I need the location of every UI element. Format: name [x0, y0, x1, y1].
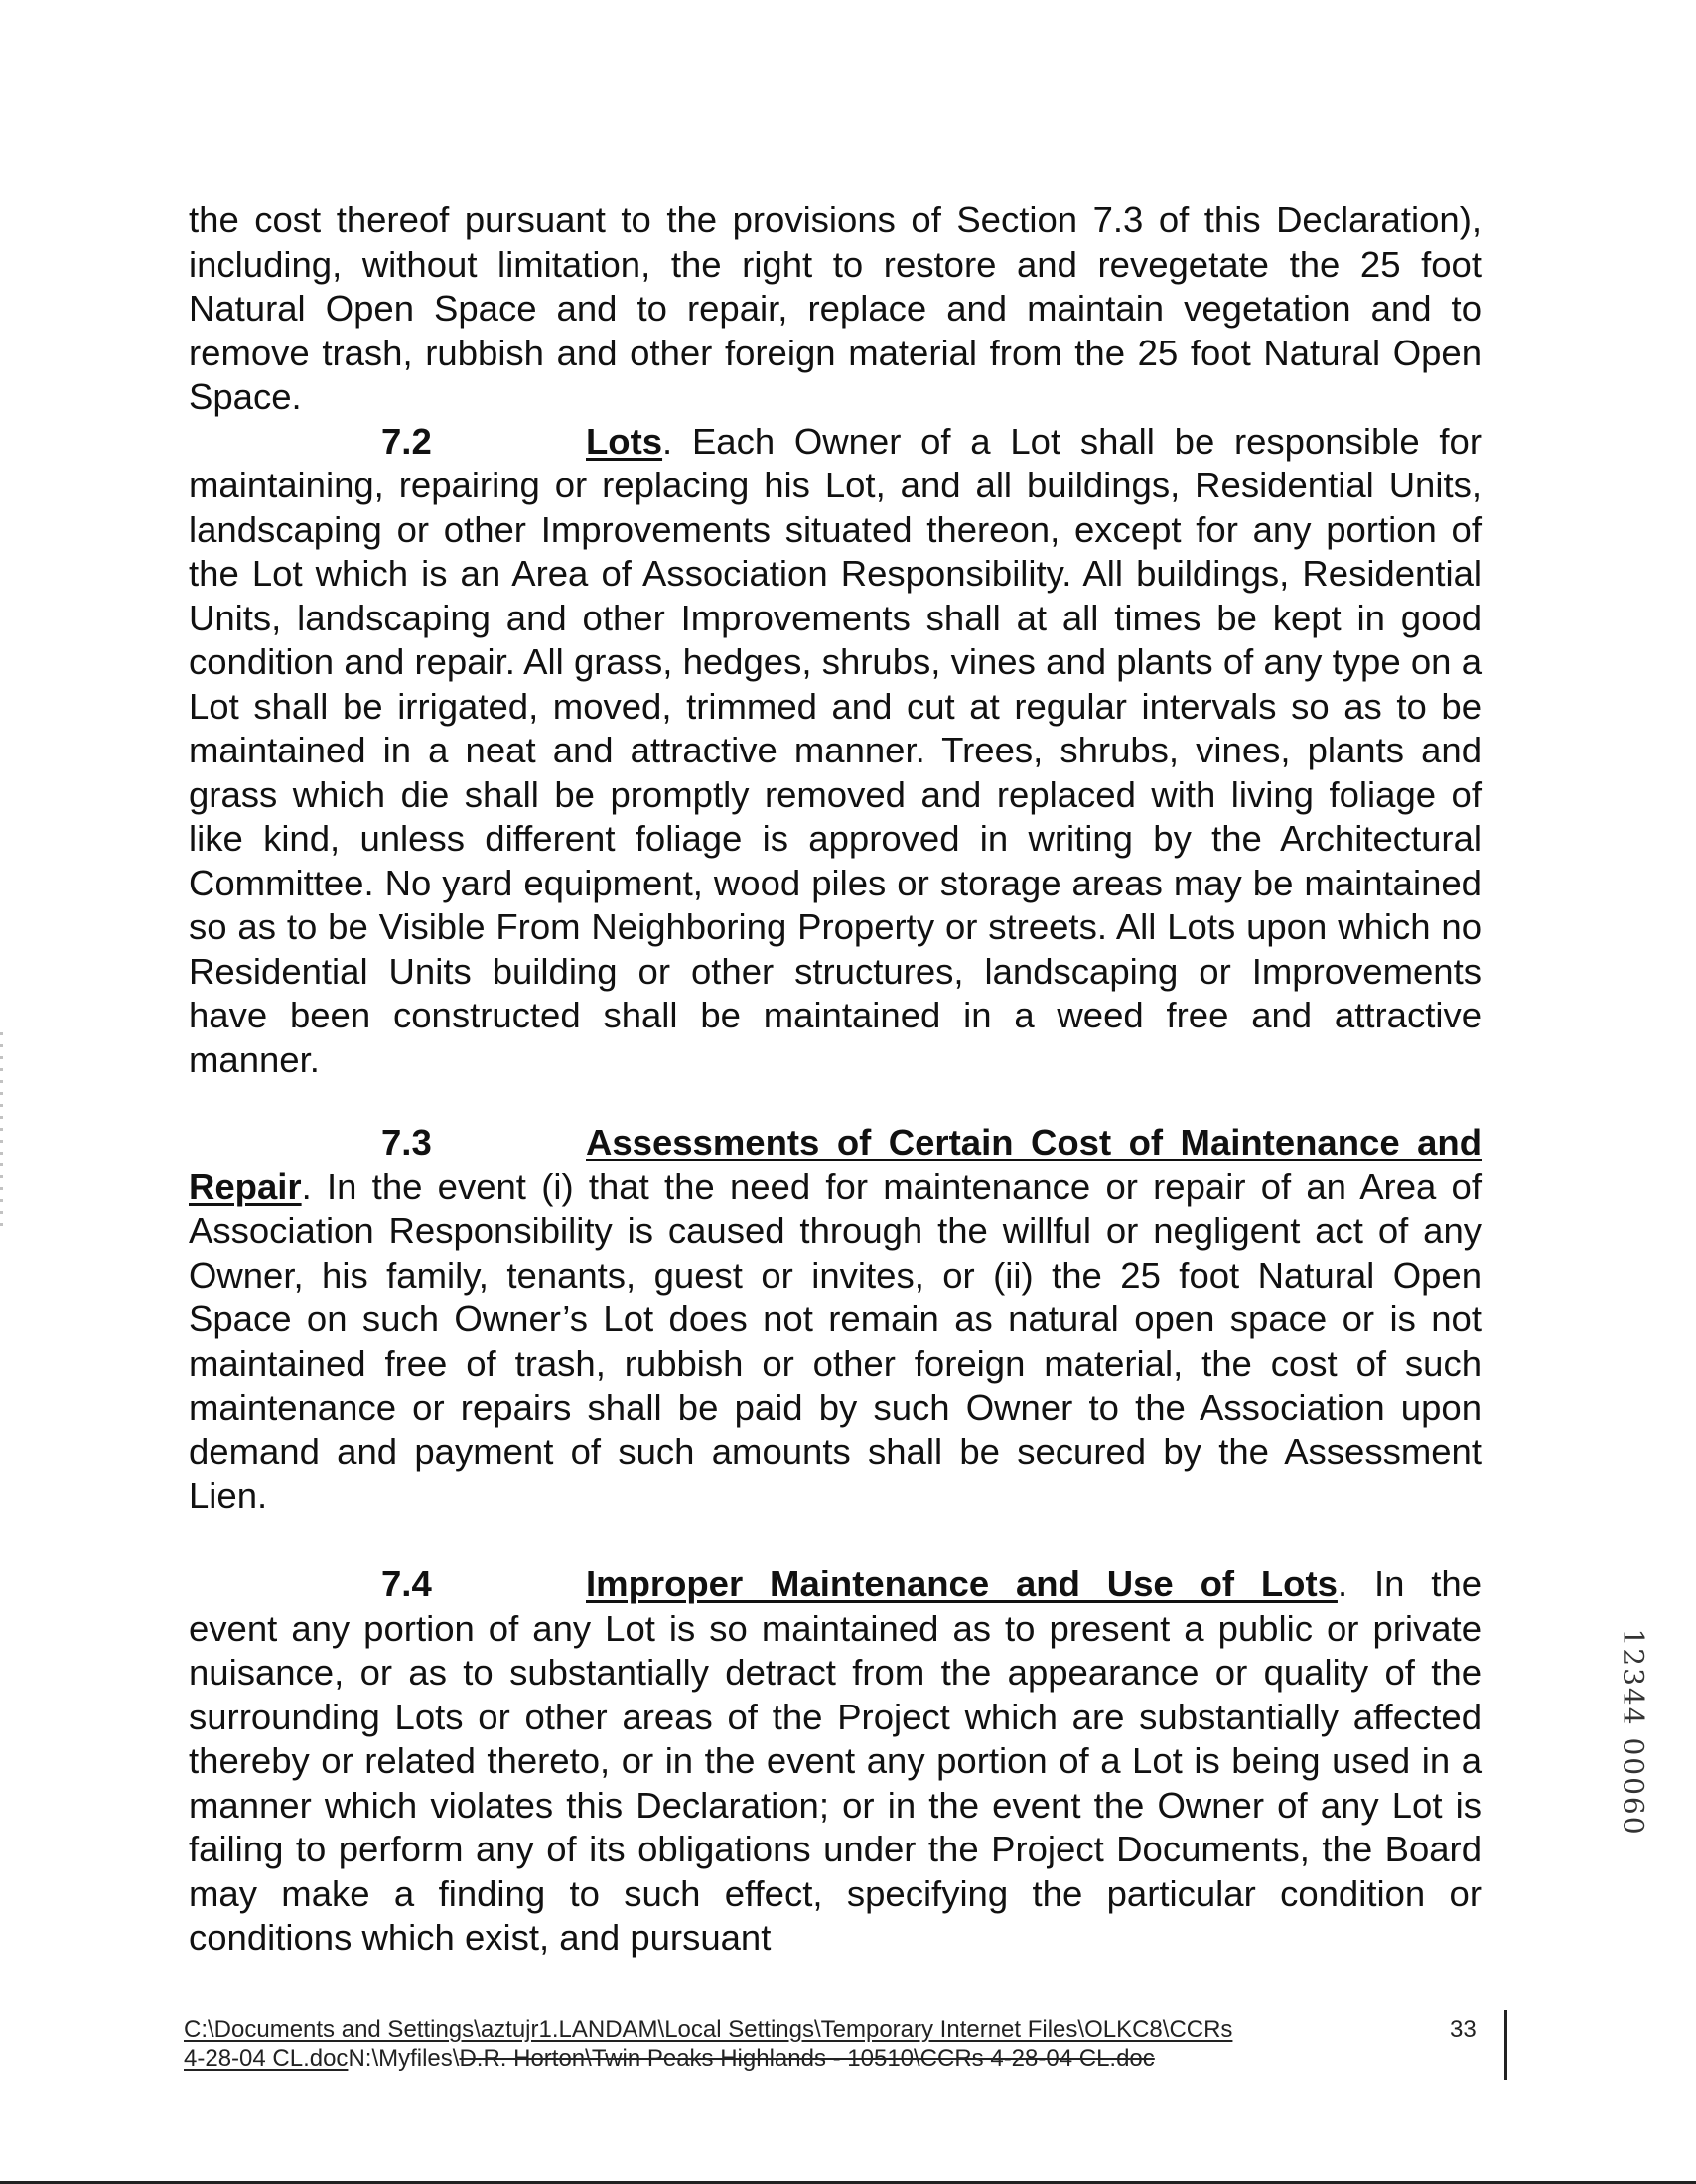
footer-path-struck: D.R. Horton\Twin Peaks Highlands - 10510\CCRs 4-28-04 CL.doc — [459, 2045, 1155, 2072]
section-number: 7.4 — [381, 1564, 432, 1604]
section-7-4-body: event any portion of any Lot is so maintained as to present a public or private nuisance, or as to substantially detract from the appearance or quality of the surrounding Lots or other areas of the Project which are substantially affected thereby or related thereto, or in the event any portion of a Lot is being used in a manner which violates this Declaration; or in the event the Owner of any Lot is failing to perform any of its obligations under the Project Documents, the Board may make a finding to such effect, specifying the particular condition or conditions which exist, and pursuant — [189, 1607, 1482, 1958]
section-heading-text — [586, 1563, 1482, 1607]
section-number: 7.2 — [381, 420, 432, 462]
section-7-4-heading — [189, 1563, 1482, 1607]
section-heading-text — [586, 1121, 1482, 1165]
section-title-punct: . — [662, 420, 673, 462]
section-heading-text — [586, 420, 1482, 465]
section-title-punct: . — [1337, 1564, 1348, 1604]
section-7-2-heading — [189, 420, 1482, 465]
section-title-punct: . — [301, 1165, 312, 1207]
footer-path-plain: N:\Myfiles\ — [348, 2045, 460, 2072]
section-7-3-body — [189, 1165, 1482, 1519]
section-7-4 — [189, 1563, 1482, 1961]
section-7-2-body: maintaining, repairing or replacing his Lot, and all buildings, Residential Units, landscaping or other Improvements situated thereon, except for any portion of the Lot which is an Area of Association Responsibility. All buildings, Residential Units, landscaping and other Improvements shall at all times be kept in good condition and repair. All grass, hedges, shrubs, vines and plants of any type on a Lot shall be irrigated, moved, trimmed and cut at regular intervals so as to be maintained in a neat and attractive manner. Trees, shrubs, vines, plants and grass which die shall be promptly removed and replaced with living foliage of like kind, unless different foliage is approved in writing by the Architectural Committee. No yard equipment, wood piles or storage areas may be maintained so as to be Visible From Neighboring Property or streets. All Lots upon which no Residential Units building or other structures, landscaping or Improvements have been constructed shall be maintained in a weed free and attractive manner. — [189, 465, 1482, 1080]
section-title: Lots — [586, 420, 663, 462]
section-title-continued: Repair — [189, 1165, 302, 1207]
section-7-3-heading — [189, 1121, 1482, 1165]
scan-edge-marks — [0, 1032, 3, 1231]
stamp-number: 12344 00060 — [1617, 1628, 1650, 1837]
footer-path-underlined: 4-28-04 CL.doc — [184, 2045, 349, 2072]
section-number: 7.3 — [381, 1122, 432, 1162]
section-title: Assessments of Certain Cost of Maintenance and — [586, 1122, 1482, 1162]
side-document-stamp — [1614, 1593, 1653, 1871]
revision-change-bar — [1504, 2010, 1507, 2080]
section-title: Improper Maintenance and Use of Lots — [586, 1564, 1338, 1604]
page-number: 33 — [1450, 2016, 1477, 2043]
section-7-3 — [189, 1121, 1482, 1519]
footer-path-line-1: C:\Documents and Settings\aztujr1.LANDAM\Local Settings\Temporary Internet Files\OLKC8\CCRs — [184, 2016, 1233, 2043]
section-body-text: In the event (i) that the need for maintenance or repair of an Area of Association Responsibility is caused through the willful or negligent act of any Owner, his family, tenants, guest or invites, or (ii) the 25 foot Natural Open Space on such Owner’s Lot does not remain as natural open space or is not maintained free of trash, rubbish or other foreign material, the cost of such maintenance or repairs shall be paid by such Owner to the Association upon demand and payment of such amounts shall be secured by the Assessment Lien. — [189, 1165, 1482, 1516]
section-heading-rest: In the — [1347, 1564, 1482, 1604]
section-heading-rest: Each Owner of a Lot shall be responsible for — [672, 420, 1482, 462]
intro-paragraph: the cost thereof pursuant to the provisions of Section 7.3 of this Declaration), including, without limitation, the right to restore and revegetate the 25 foot Natural Open Space and to repair, replace and maintain vegetation and to remove trash, rubbish and other foreign material from the 25 foot Natural Open Space. — [189, 200, 1482, 417]
text-block-top — [189, 199, 1482, 1082]
footer-path-line-2 — [184, 2044, 1445, 2073]
footer-file-path — [184, 2015, 1445, 2073]
